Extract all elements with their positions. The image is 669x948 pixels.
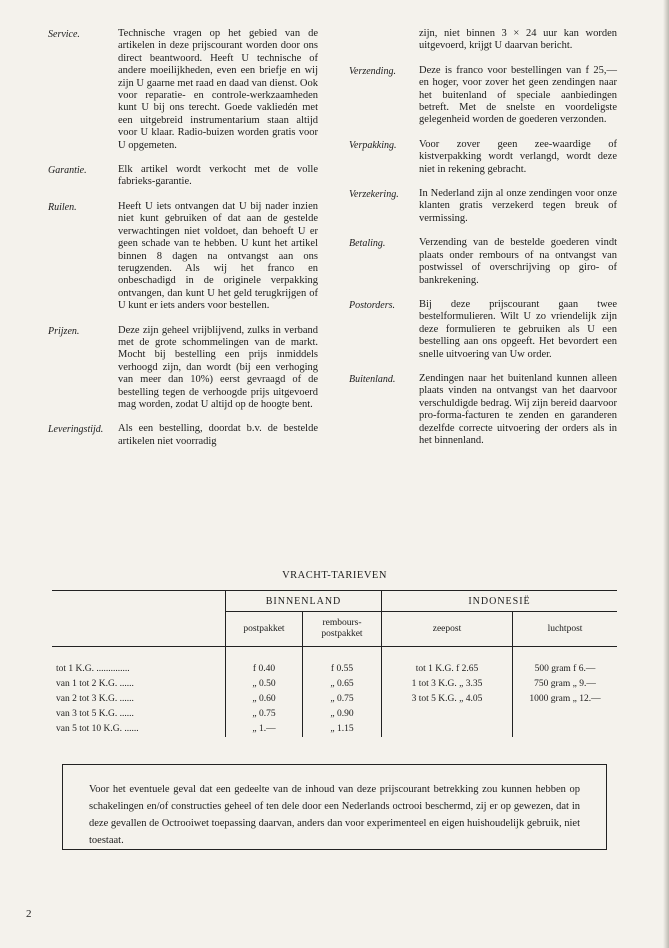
weight-cell: tot 1 K.G. ..............: [56, 664, 130, 674]
section-text: Bij deze prijscourant gaan twee bestelformulieren. Wilt U zo vriendelijk zijn deze formulieren te gebruiken als U een bestelling aan ons opgeeft. Het bevordert een snelle uitvoering van Uw order.: [419, 298, 617, 360]
weight-cell: van 5 tot 10 K.G. ......: [56, 724, 139, 734]
postpakket-cell: „ 0.50: [226, 677, 303, 692]
rembours-cell: f 0.55: [303, 662, 382, 677]
table-row: [52, 722, 617, 737]
section-prijzen: [48, 325, 318, 412]
patent-notice-box: Voor het eventuele geval dat een gedeelte van de inhoud van deze prijscourant betrekking zou kunnen hebben op schakelingen en/of constructies geheel of ten dele door een Nederlands octrooi beschermd, zij er op gewezen, dat in deze gevallen de Octrooiwet toepassing daarvan, anders dan voor experimenteel en eigen huishoudelijk gebruik, niet toestaat.: [62, 764, 607, 850]
section-postorders: [349, 299, 617, 361]
weight-cell: van 2 tot 3 K.G. ......: [56, 694, 134, 704]
section-text: Elk artikel wordt verkocht met de volle fabrieks-garantie.: [118, 164, 318, 188]
section-label: Postorders.: [349, 299, 396, 311]
section-text: Heeft U iets ontvangen dat U bij nader inzien niet kunt gebruiken of dat aan de gestelde verwachtingen niet voldoet, dan behoeft U er geen schade van te hebben. U kunt het artikel binnen 8 dagen na ontvangst aan ons terugzenden. Als wij het franco en onbeschadigd in de originele verpakking ontvangen, dan kunt U het geld terugkrijgen of U kunt er iets anders voor bestellen.: [118, 200, 318, 312]
left-column: [48, 28, 318, 460]
zeepost-cell: tot 1 K.G. f 2.65: [382, 662, 513, 677]
luchtpost-cell: 500 gram f 6.—: [513, 662, 618, 677]
zeepost-cell: 1 tot 3 K.G. „ 3.35: [382, 677, 513, 692]
section-label: Garantie.: [48, 165, 87, 177]
section-label: Prijzen.: [48, 325, 80, 337]
postpakket-cell: „ 0.75: [226, 707, 303, 722]
section-label: Ruilen.: [48, 201, 77, 213]
section-label: Verpakking.: [349, 139, 397, 151]
section-ruilen: [48, 201, 318, 313]
header-indonesie: INDONESIË: [382, 591, 618, 612]
continuation-text: zijn, niet binnen 3 × 24 uur kan worden uitgevoerd, krijgt U daarvan bericht.: [419, 28, 617, 52]
header-postpakket: postpakket: [226, 612, 303, 647]
page-number: 2: [26, 908, 32, 920]
weight-cell: van 1 tot 2 K.G. ......: [56, 679, 134, 689]
section-label: Betaling.: [349, 238, 386, 250]
scan-edge-shadow: [663, 0, 669, 948]
table-row: [52, 662, 617, 677]
section-verzekering: [349, 188, 617, 225]
header-zeepost: zeepost: [382, 612, 513, 647]
luchtpost-cell: 750 gram „ 9.—: [513, 677, 618, 692]
freight-table-title: VRACHT-TARIEVEN: [282, 570, 387, 581]
postpakket-cell: „ 0.60: [226, 692, 303, 707]
rembours-cell: „ 0.75: [303, 692, 382, 707]
section-label: Service.: [48, 29, 80, 40]
weight-cell: van 3 tot 5 K.G. ......: [56, 709, 134, 719]
section-text: Verzending van de bestelde goederen vindt plaats onder rembours of na ontvangst van postwissel of overschrijving op giro- of bankrekening.: [419, 237, 617, 286]
table-row: [52, 677, 617, 692]
section-text: In Nederland zijn al onze zendingen voor onze klanten gratis verzekerd tegen breuk of vermissing.: [419, 188, 617, 224]
section-text: Deze is franco voor bestellingen van f 25,— en hoger, voor zover het geen zendingen naar het buitenland of speciale aanbiedingen betreft. Met de snelste en voordeligste gelegenheid worden de goederen verzonden.: [419, 64, 617, 126]
section-verzending: [349, 65, 617, 127]
section-service: [48, 28, 318, 152]
section-text: Als een bestelling, doordat b.v. de bestelde artikelen niet voorradig: [118, 423, 318, 447]
header-rembours: rembours-postpakket: [303, 612, 382, 647]
section-label: Verzending.: [349, 65, 396, 77]
section-verpakking: [349, 139, 617, 176]
section-label: Buitenland.: [349, 373, 396, 385]
right-column: [349, 28, 617, 459]
postpakket-cell: f 0.40: [226, 662, 303, 677]
postpakket-cell: „ 1.—: [226, 722, 303, 737]
freight-table: [52, 590, 617, 737]
section-text: Voor zover geen zee-waardige of kistverpakking wordt verlangd, wordt deze niet in rekening gebracht.: [419, 138, 617, 175]
header-luchtpost: luchtpost: [513, 612, 618, 647]
section-garantie: [48, 164, 318, 189]
rembours-cell: „ 0.65: [303, 677, 382, 692]
section-leveringstijd: [48, 423, 318, 448]
table-row: [52, 692, 617, 707]
section-buitenland: [349, 373, 617, 447]
rembours-cell: „ 0.90: [303, 707, 382, 722]
header-binnenland: BINNENLAND: [226, 591, 382, 612]
section-betaling: [349, 237, 617, 287]
section-text: Deze zijn geheel vrijblijvend, zulks in verband met de grote schommelingen van de markt. Mocht bij bestelling een prijs inmiddels verhoogd zijn, dan wordt (bij een verhoging van meer dan 10%) eerst gevraagd of de bestelling tegen de verhoogde prijs uitgevoerd mag worden, zodat U altijd op de hoogte bent.: [118, 324, 318, 410]
section-text: Technische vragen op het gebied van de artikelen in deze prijscourant worden door ons direct beantwoord. Heeft U technische of andere moeilijkheden, even een briefje en wij zijn U gaarne met raad en daad van dienst. Ook voor reparatie- en controle-werkzaamheden kunt U bij ons terecht. Goede vakliedén met een uitgebreid instrumentarium staan altijd voor U klaar. Radio-buizen worden gratis voor U opgemeten.: [118, 28, 318, 151]
rembours-cell: „ 1.15: [303, 722, 382, 737]
luchtpost-cell: 1000 gram „ 12.—: [513, 692, 618, 707]
zeepost-cell: 3 tot 5 K.G. „ 4.05: [382, 692, 513, 707]
section-text: Zendingen naar het buitenland kunnen alleen plaats vinden na ontvangst van het daarvoor verschuldigde bedrag. Wij zijn bereid daarvoor pro-forma-facturen te zenden en garanderen dezelfde correcte uitvoering der orders als in het binnenland.: [419, 372, 617, 446]
table-row: [52, 707, 617, 722]
section-label: Leveringstijd.: [48, 424, 104, 436]
section-label: Verzekering.: [349, 189, 399, 201]
